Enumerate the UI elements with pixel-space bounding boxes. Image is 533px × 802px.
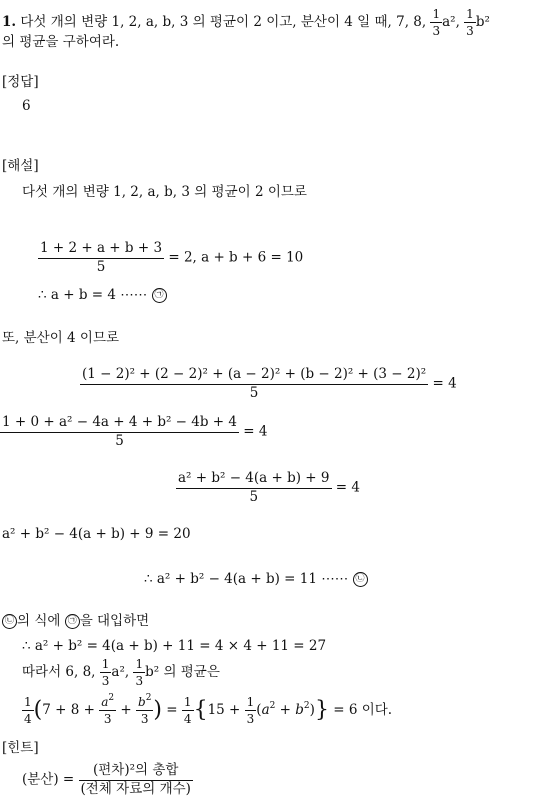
- equation-variance-2: $\frac{\text{1 + 0 + a² − 4a + 4 + b² − 4b + 4}}{5}$ = 4: [2, 414, 268, 449]
- problem-fraction-1: $\frac{1}{3}$: [432, 7, 441, 38]
- equation-variance-4: a² + b² − 4(a + b) + 9 = 20: [2, 526, 191, 542]
- solution-label: [해설]: [2, 158, 39, 174]
- solution-intro: 다섯 개의 변량 1, 2, a, b, 3 의 평균이 2 이므로: [22, 184, 307, 200]
- mean-fraction: $\frac{1 + 2 + a + b + 3}{5}$: [40, 240, 163, 275]
- solution-variance-intro: 또, 분산이 4 이므로: [2, 330, 120, 346]
- circle-label-2-ref: ㉡: [2, 614, 17, 629]
- substitution-line: ㉡ 의 식에 ㉠ 을 대입하면: [2, 614, 149, 629]
- problem-line2: 의 평균을 구하여라.: [2, 34, 120, 50]
- answer-label: [정답]: [2, 74, 39, 90]
- equation-variance-5: ∴ a² + b² − 4(a + b) = 11 ⋯⋯ ㉡: [144, 572, 368, 587]
- equation-variance-1: $\frac{\text{(1 − 2)² + (2 − 2)² + (a − 2)² + (b − 2)² + (3 − 2)²}}{5}$ = 4: [82, 366, 457, 401]
- equation-mean: $\frac{1 + 2 + a + b + 3}{5}$ = 2, a + b + 6 = 10: [40, 240, 304, 275]
- hint-label: [힌트]: [2, 740, 39, 756]
- problem-number: 1.: [2, 14, 17, 30]
- circle-label-2: ㉡: [353, 572, 368, 587]
- hint-formula: (분산) = $\frac{\text{(편차)²의 총합}}{\text{(전체 자료의 개수)}}$: [22, 762, 191, 797]
- equation-variance-3: $\frac{\text{a² + b² − 4(a + b) + 9}}{5}$ = 4: [178, 470, 360, 505]
- problem-fraction-2: $\frac{1}{3}$: [466, 7, 474, 38]
- circle-label-1-ref: ㉠: [65, 614, 80, 629]
- target-values-line: 따라서 6, 8, $\frac{1}{3}$ a², $\frac{1}{3}$ b² 의 평균은: [22, 657, 220, 688]
- circle-label-1: ㉠: [152, 288, 167, 303]
- equation-sum: ∴ a + b = 4 ⋯⋯ ㉠: [38, 288, 167, 303]
- equation-sum-squares: ∴ a² + b² = 4(a + b) + 11 = 4 × 4 + 11 = 27: [22, 638, 327, 654]
- answer-value: 6: [22, 98, 31, 114]
- final-mean-equation: $\frac{1}{4}$ (7 + 8 + $\frac{a^2}{3}$ + $\frac{b^2}{3}$ ) = $\frac{1}{4}$ {15 + $\frac{1}{3}$ $(a^2 + b^2)\} = 6$ 이다.: [24, 693, 393, 726]
- problem-text: 다섯 개의 변량 1, 2, a, b, 3 의 평균이 2 이고, 분산이 4 일 때, 7, 8,: [20, 14, 427, 30]
- problem-line1: 1. 다섯 개의 변량 1, 2, a, b, 3 의 평균이 2 이고, 분산이 4 일 때, 7, 8, $\frac{1}{3}$ a², $\frac{1}{3}$ b²: [2, 7, 490, 38]
